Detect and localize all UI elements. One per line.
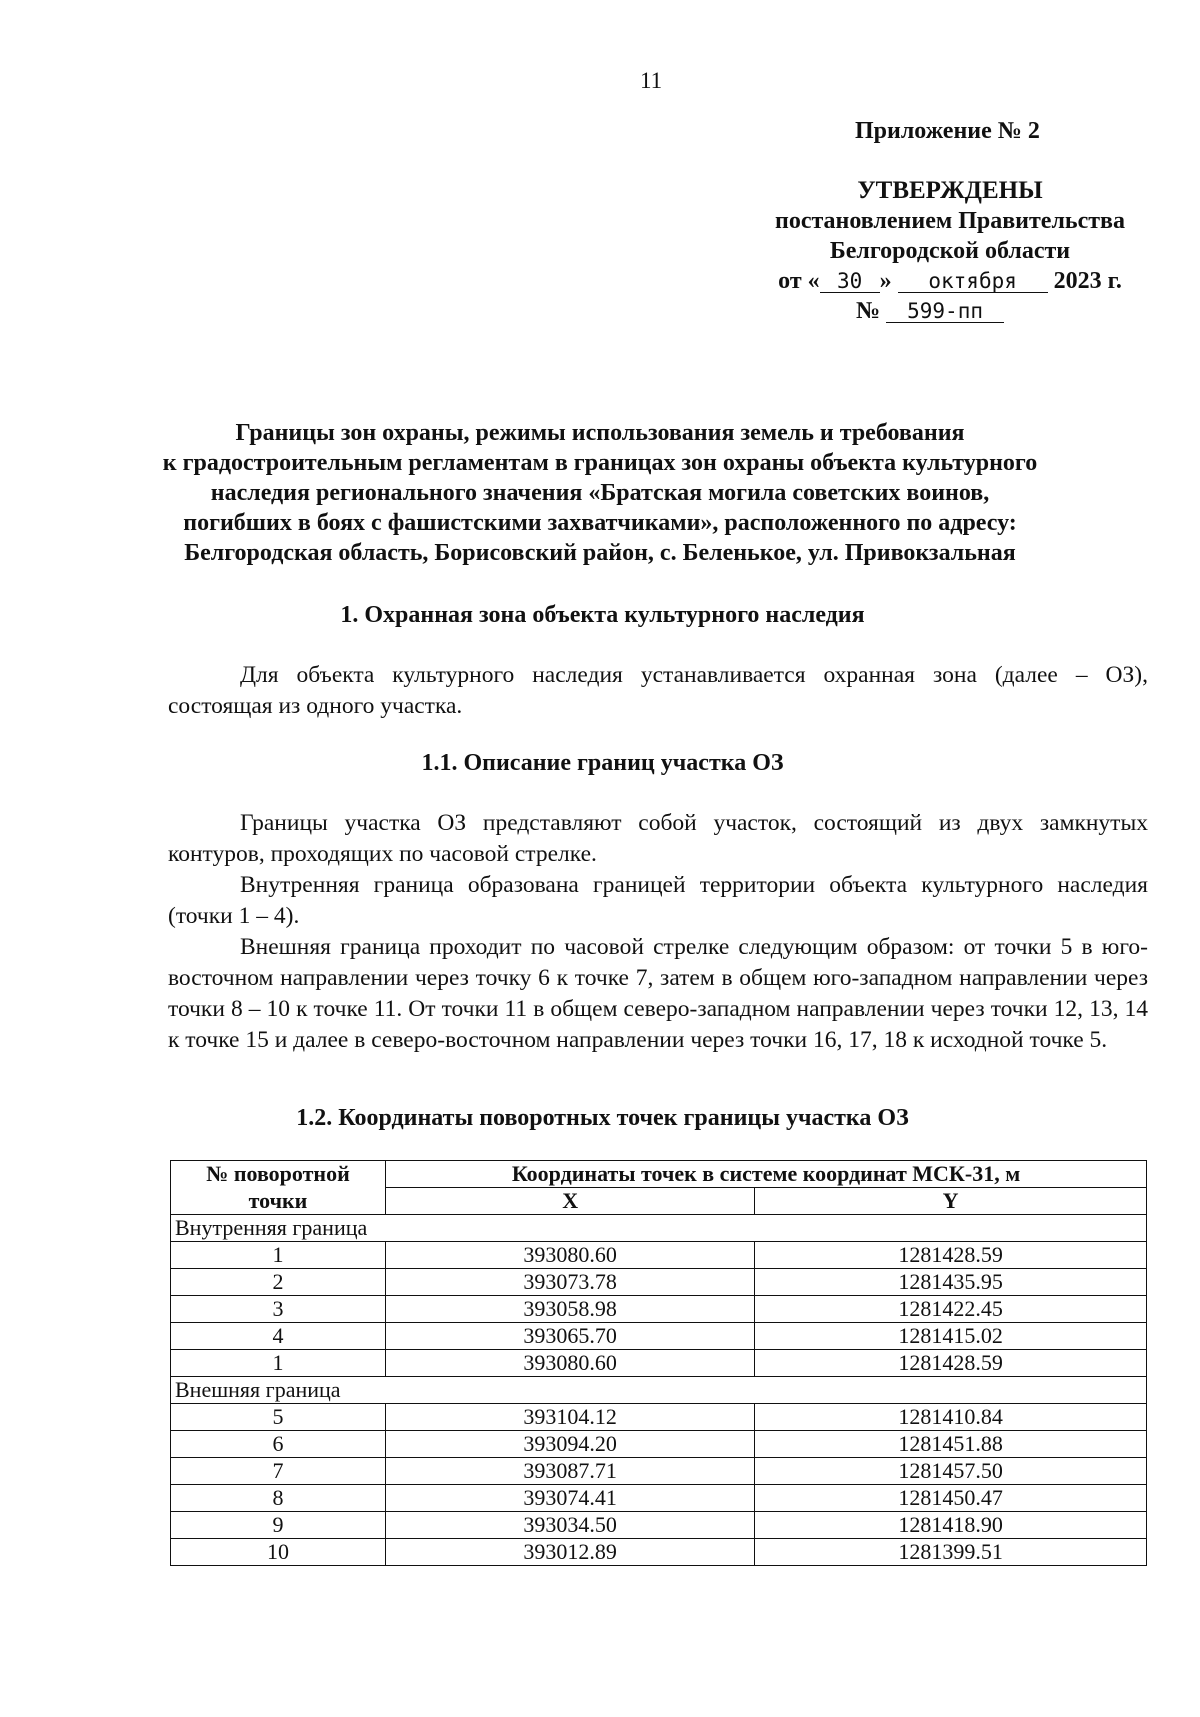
date-prefix: от « [778, 268, 820, 294]
cell-y: 1281457.50 [755, 1458, 1147, 1485]
approval-number-line [740, 296, 1160, 326]
cell-y: 1281399.51 [755, 1539, 1147, 1566]
approval-block [740, 176, 1160, 326]
header-y: Y [755, 1188, 1147, 1215]
cell-point: 2 [171, 1269, 386, 1296]
group-row [171, 1215, 1147, 1242]
table-row [171, 1269, 1147, 1296]
date-year: 2023 г. [1053, 268, 1122, 294]
title-line: Границы зон охраны, режимы использования земель и требования [235, 420, 965, 446]
table-row [171, 1512, 1147, 1539]
section-1-1-heading: 1.1. Описание границ участка ОЗ [421, 750, 784, 776]
cell-x: 393074.41 [386, 1485, 755, 1512]
section-1-heading: 1. Охранная зона объекта культурного наследия [340, 602, 865, 628]
date-mid: » [879, 268, 892, 294]
table-header-row [171, 1188, 1147, 1215]
approval-date-line [740, 266, 1160, 296]
section-1-2-heading: 1.2. Координаты поворотных точек границы участка ОЗ [296, 1105, 909, 1131]
cell-y: 1281415.02 [755, 1323, 1147, 1350]
table-row [171, 1539, 1147, 1566]
table-row [171, 1296, 1147, 1323]
date-month: октября [898, 270, 1048, 293]
table-row [171, 1431, 1147, 1458]
group-row [171, 1377, 1147, 1404]
cell-x: 393065.70 [386, 1323, 755, 1350]
approval-line-1: постановлением Правительства [774, 208, 1125, 234]
section-1-text: Для объекта культурного наследия устанавливается охранная зона (далее – ОЗ), состоящая из одного участка. [168, 662, 1148, 719]
header-x: X [386, 1188, 755, 1215]
title-line: к градостроительным регламентам в границах зон охраны объекта культурного [162, 450, 1038, 476]
cell-x: 393080.60 [386, 1350, 755, 1377]
table-row [171, 1404, 1147, 1431]
cell-y: 1281428.59 [755, 1242, 1147, 1269]
table-row [171, 1350, 1147, 1377]
cell-y: 1281418.90 [755, 1512, 1147, 1539]
cell-point: 9 [171, 1512, 386, 1539]
header-point-number-2: точки [171, 1188, 386, 1215]
table-row [171, 1485, 1147, 1512]
cell-x: 393034.50 [386, 1512, 755, 1539]
cell-y: 1281435.95 [755, 1269, 1147, 1296]
cell-point: 5 [171, 1404, 386, 1431]
appendix-label: Приложение № 2 [855, 118, 1040, 144]
table-header-row [171, 1161, 1147, 1188]
cell-point: 1 [171, 1242, 386, 1269]
cell-point: 1 [171, 1350, 386, 1377]
document-number: 599-пп [886, 300, 1004, 323]
table-row [171, 1323, 1147, 1350]
number-label: № [855, 298, 881, 324]
approval-line-2: Белгородской области [829, 238, 1071, 264]
cell-x: 393080.60 [386, 1242, 755, 1269]
section-1-paragraph [168, 660, 1148, 722]
cell-x: 393058.98 [386, 1296, 755, 1323]
document-title [150, 418, 1050, 568]
cell-point: 4 [171, 1323, 386, 1350]
cell-x: 393094.20 [386, 1431, 755, 1458]
paragraph-text: Границы участка ОЗ представляют собой участок, состоящий из двух замкнутых контуров, проходящих по часовой стрелке. [168, 810, 1148, 867]
cell-x: 393104.12 [386, 1404, 755, 1431]
date-day: 30 [820, 270, 880, 293]
cell-point: 3 [171, 1296, 386, 1323]
table-row [171, 1242, 1147, 1269]
cell-point: 7 [171, 1458, 386, 1485]
cell-x: 393012.89 [386, 1539, 755, 1566]
cell-y: 1281410.84 [755, 1404, 1147, 1431]
approval-heading: УТВЕРЖДЕНЫ [857, 177, 1043, 204]
section-1-1-paragraph-1 [168, 808, 1148, 870]
cell-y: 1281451.88 [755, 1431, 1147, 1458]
paragraph-text: Внешняя граница проходит по часовой стрелке следующим образом: от точки 5 в юго-восточном направлении через точку 6 к точке 7, затем в общем юго-западном направлении через точки 8 – 10 к точке 11. От точки 11 в общем северо-западном направлении через точки 12, 13, 14 к точке 15 и далее в северо-восточном направлении через точки 16, 17, 18 к исходной точке 5. [168, 934, 1148, 1053]
page-number: 11 [640, 68, 663, 93]
title-line: погибших в боях с фашистскими захватчиками», расположенного по адресу: [183, 510, 1017, 536]
section-1-1-paragraph-3 [168, 932, 1148, 1056]
coordinates-table [170, 1160, 1147, 1566]
cell-x: 393087.71 [386, 1458, 755, 1485]
cell-y: 1281450.47 [755, 1485, 1147, 1512]
title-line: Белгородская область, Борисовский район, с. Беленькое, ул. Привокзальная [184, 540, 1016, 566]
paragraph-text: Внутренняя граница образована границей территории объекта культурного наследия (точки 1 – 4). [168, 872, 1148, 929]
header-point-number: № поворотной [171, 1161, 386, 1188]
group-label: Внутренняя граница [171, 1215, 1147, 1242]
cell-y: 1281428.59 [755, 1350, 1147, 1377]
header-coordinates: Координаты точек в системе координат МСК-31, м [386, 1161, 1147, 1188]
cell-point: 8 [171, 1485, 386, 1512]
cell-point: 10 [171, 1539, 386, 1566]
title-line: наследия регионального значения «Братская могила советских воинов, [210, 480, 990, 506]
group-label: Внешняя граница [171, 1377, 1147, 1404]
section-1-1-paragraph-2 [168, 870, 1148, 932]
cell-y: 1281422.45 [755, 1296, 1147, 1323]
cell-point: 6 [171, 1431, 386, 1458]
table-row [171, 1458, 1147, 1485]
cell-x: 393073.78 [386, 1269, 755, 1296]
